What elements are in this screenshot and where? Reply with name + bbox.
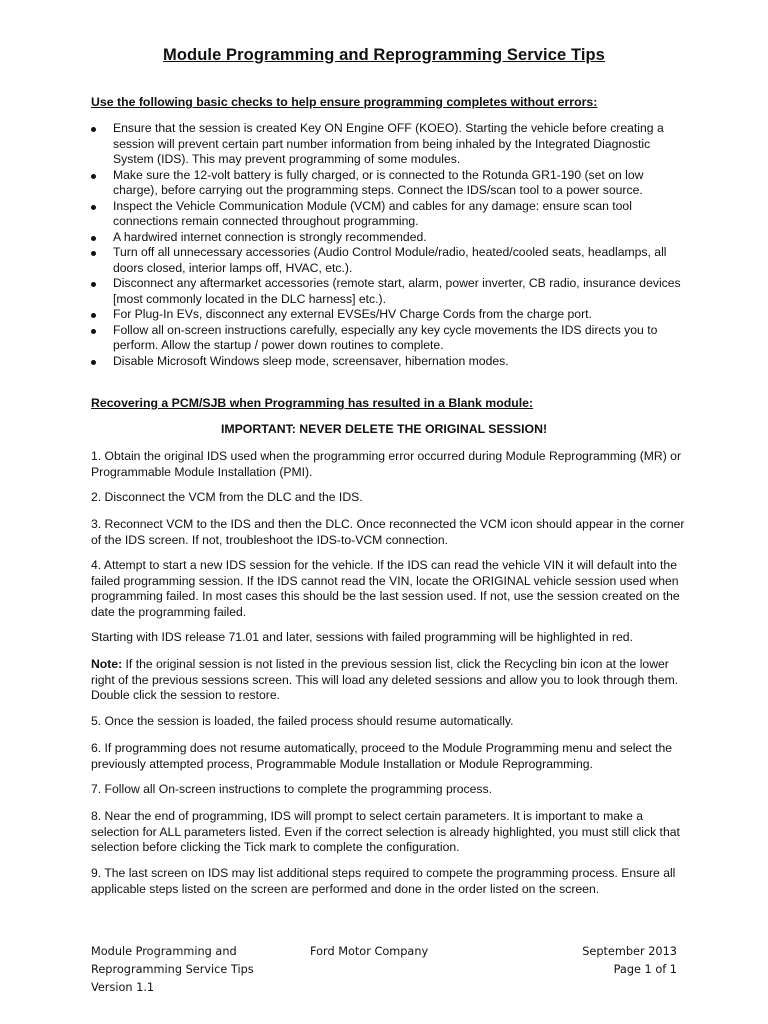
step-6: 6. If programming does not resume automatically, proceed to the Module Programming menu and select the previously attempted process, Programmable Module Installation or Module Reprogramming. xyxy=(91,741,673,771)
note-text: If the original session is not listed in the previous session list, click the Recycling bin icon at the lower right of the previous sessions screen. This will load any deleted sessions and allow you to look through them. Double click the session to restore. xyxy=(91,657,679,702)
footer-version: Version 1.1 xyxy=(91,981,155,994)
step-7: 7. Follow all On-screen instructions to complete the programming process. xyxy=(91,782,493,796)
footer-page-number: Page 1 of 1 xyxy=(613,963,677,976)
note-label: Note: xyxy=(91,657,123,671)
list-item: Disconnect any aftermarket accessories (remote start, alarm, power inverter, CB radio, insurance devices [most commonly located in the DLC harness] etc.). xyxy=(91,276,691,307)
list-item: A hardwired internet connection is strongly recommended. xyxy=(91,230,691,246)
footer-doc-title-line2: Reprogramming Service Tips xyxy=(91,963,254,976)
section-heading-recovering: Recovering a PCM/SJB when Programming has resulted in a Blank module: xyxy=(91,396,534,410)
footer-company-name: Ford Motor Company xyxy=(310,945,429,958)
bullet-icon xyxy=(91,329,96,334)
step-5: 5. Once the session is loaded, the failed process should resume automatically. xyxy=(91,714,514,728)
bullet-icon xyxy=(91,282,96,287)
release-note: Starting with IDS release 71.01 and later, sessions with failed programming will be highlighted in red. xyxy=(91,630,633,644)
list-item: Ensure that the session is created Key ON Engine OFF (KOEO). Starting the vehicle before creating a session will prevent certain part number information from being inhaled by the Integrated Diagnostic System (IDS). This may prevent programming of some modules. xyxy=(91,121,691,168)
step-4: 4. Attempt to start a new IDS session for the vehicle. If the IDS can read the vehicle VIN it will default into the failed programming session. If the IDS cannot read the VIN, locate the ORIGINAL vehicle session used when programming failed. In most cases this should be the last session used. If not, use the session created on the date the programming failed. xyxy=(91,558,680,619)
bullet-icon xyxy=(91,174,96,179)
basic-checks-list xyxy=(91,121,691,369)
list-item: Turn off all unnecessary accessories (Audio Control Module/radio, heated/cooled seats, headlamps, all doors closed, interior lamps off, HVAC, etc.). xyxy=(91,245,691,276)
bullet-icon xyxy=(91,251,96,256)
footer-date: September 2013 xyxy=(582,945,677,958)
footer-document-info xyxy=(91,943,254,997)
list-item: Make sure the 12-volt battery is fully charged, or is connected to the Rotunda GR1-190 (set on low charge), before carrying out the programming steps. Connect the IDS/scan tool to a power source. xyxy=(91,168,691,199)
note-paragraph xyxy=(91,657,689,704)
footer-company xyxy=(310,943,428,961)
bullet-icon xyxy=(91,360,96,365)
page-title: Module Programming and Reprogramming Service Tips xyxy=(163,46,605,64)
step-8: 8. Near the end of programming, IDS will prompt to select certain parameters. It is important to make a selection for ALL parameters listed. Even if the correct selection is already highlighted, you must still click that selection before clicking the Tick mark to complete the configuration. xyxy=(91,809,680,854)
bullet-icon xyxy=(91,205,96,210)
list-item: Disable Microsoft Windows sleep mode, screensaver, hibernation modes. xyxy=(91,354,691,370)
bullet-icon xyxy=(91,236,96,241)
step-1: 1. Obtain the original IDS used when the programming error occurred during Module Reprogramming (MR) or Programmable Module Installation (PMI). xyxy=(91,449,682,479)
step-9: 9. The last screen on IDS may list additional steps required to compete the programming process. Ensure all applicable steps listed on the screen are performed and done in the order listed on the screen. xyxy=(91,866,676,896)
bullet-icon xyxy=(91,313,96,318)
list-item: For Plug-In EVs, disconnect any external EVSEs/HV Charge Cords from the charge port. xyxy=(91,307,691,323)
step-2: 2. Disconnect the VCM from the DLC and the IDS. xyxy=(91,490,363,504)
bullet-icon xyxy=(91,127,96,132)
footer-doc-title-line1: Module Programming and xyxy=(91,945,237,958)
footer-date-page xyxy=(582,943,677,979)
important-warning: IMPORTANT: NEVER DELETE THE ORIGINAL SESSION! xyxy=(220,422,548,436)
step-3: 3. Reconnect VCM to the IDS and then the DLC. Once reconnected the VCM icon should appear in the corner of the IDS screen. If not, troubleshoot the IDS-to-VCM connection. xyxy=(91,517,685,547)
list-item: Inspect the Vehicle Communication Module (VCM) and cables for any damage: ensure scan tool connections remain connected throughout programming. xyxy=(91,199,691,230)
section-heading-basic-checks: Use the following basic checks to help ensure programming completes without errors: xyxy=(91,95,598,109)
list-item: Follow all on-screen instructions carefully, especially any key cycle movements the IDS directs you to perform. Allow the startup / power down routines to complete. xyxy=(91,323,691,354)
